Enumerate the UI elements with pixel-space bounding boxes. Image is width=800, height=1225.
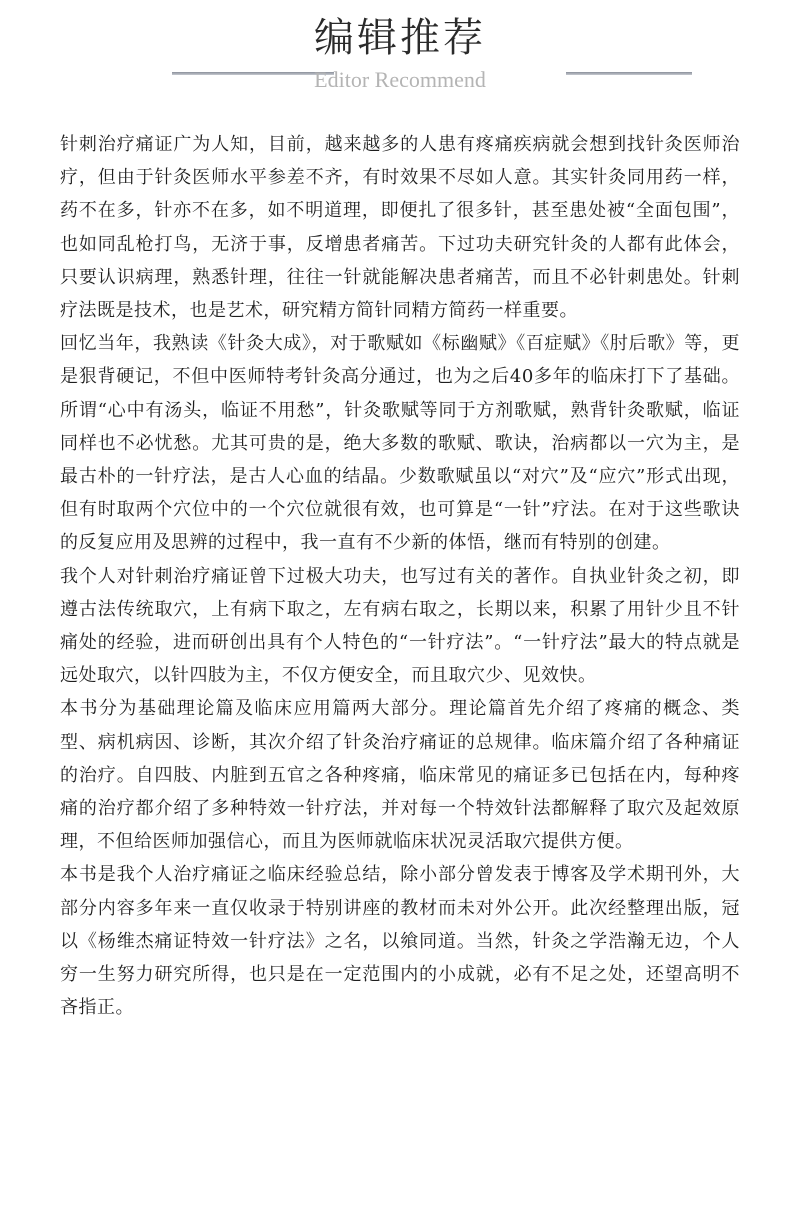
paragraph-3: 我个人对针刺治疗痛证曾下过极大功夫，也写过有关的著作。自执业针灸之初，即遵古法传统取穴，上有病下取之，左有病右取之，长期以来，积累了用针少且不针痛处的经验，进而研创出具有个人特色的“一针疗法”。“一针疗法”最大的特点就是远处取穴，以针四肢为主，不仅方便安全，而且取穴少、见效快。	[60, 565, 740, 687]
section-subtitle: Editor Recommend	[314, 67, 486, 92]
paragraph-2: 回忆当年，我熟读《针灸大成》，对于歌赋如《标幽赋》《百症赋》《肘后歌》等，更是狠背硬记，不但中医师特考针灸高分通过，也为之后40多年的临床打下了基础。所谓“心中有汤头，临证不用愁”，针灸歌赋等同于方剂歌赋，熟背针灸歌赋，临证同样也不必忧愁。尤其可贵的是，绝大多数的歌赋、歌诀，治病都以一穴为主，是最古朴的一针疗法，是古人心血的结晶。少数歌赋虽以“对穴”及“应穴”形式出现，但有时取两个穴位中的一个穴位就很有效，也可算是“一针”疗法。在对于这些歌诀的反复应用及思辨的过程中，我一直有不少新的体悟，继而有特别的创建。	[60, 333, 740, 554]
article-body	[60, 128, 740, 1024]
paragraph-4: 本书分为基础理论篇及临床应用篇两大部分。理论篇首先介绍了疼痛的概念、类型、病机病因、诊断，其次介绍了针灸治疗痛证的总规律。临床篇介绍了各种痛证的治疗。自四肢、内脏到五官之各种疼痛，临床常见的痛证多已包括在内，每种疼痛的治疗都介绍了多种特效一针疗法，并对每一个特效针法都解释了取穴及起效原理，不但给医师加强信心，而且为医师就临床状况灵活取穴提供方便。	[60, 698, 740, 853]
section-title: 编辑推荐	[314, 15, 486, 61]
paragraph-5: 本书是我个人治疗痛证之临床经验总结，除小部分曾发表于博客及学术期刊外，大部分内容多年来一直仅收录于特别讲座的教材而未对外公开。此次经整理出版，冠以《杨维杰痛证特效一针疗法》之名，以飨同道。当然，针灸之学浩瀚无边，个人穷一生努力研究所得，也只是在一定范围内的小成就，必有不足之处，还望高明不吝指正。	[60, 864, 740, 1019]
editor-recommend-header	[0, 0, 800, 110]
paragraph-1: 针刺治疗痛证广为人知，目前，越来越多的人患有疼痛疾病就会想到找针灸医师治疗，但由于针灸医师水平参差不齐，有时效果不尽如人意。其实针灸同用药一样，药不在多，针亦不在多，如不明道理，即便扎了很多针，甚至患处被“全面包围”，也如同乱枪打鸟，无济于事，反增患者痛苦。下过功夫研究针灸的人都有此体会，只要认识病理，熟悉针理，往往一针就能解决患者痛苦，而且不必针刺患处。针刺疗法既是技术，也是艺术，研究精方简针同精方简药一样重要。	[60, 134, 740, 322]
